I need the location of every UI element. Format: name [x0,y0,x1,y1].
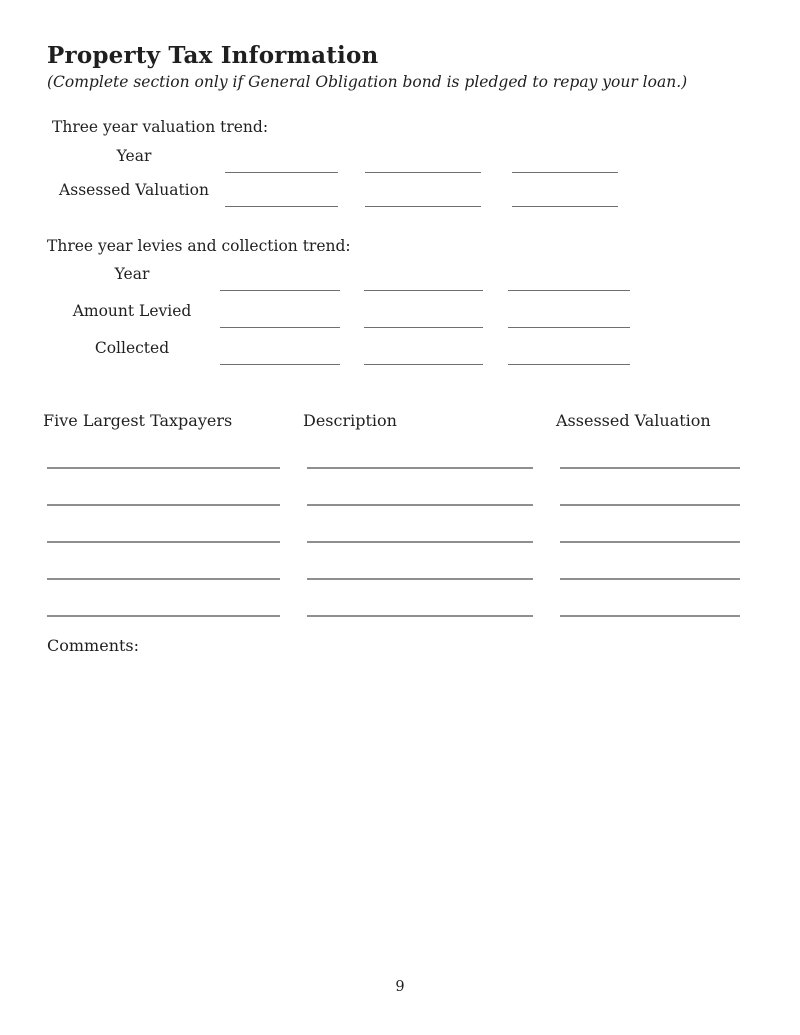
levies-year-row [47,256,630,291]
levies-trend-section [47,237,630,365]
levies-year-input-1[interactable] [220,270,340,291]
taxpayer-valuation-input-1[interactable] [560,447,740,469]
levies-collected-row [47,328,630,365]
taxpayer-name-input-1[interactable] [47,447,280,469]
taxpayer-row-3 [47,506,740,543]
taxpayer-description-input-2[interactable] [307,484,533,506]
levies-trend-heading: Three year levies and collection trend: [47,237,351,255]
taxpayer-valuation-input-4[interactable] [560,558,740,580]
levies-collected-input-3[interactable] [508,344,630,365]
levies-amount-label: Amount Levied [72,302,192,320]
valuation-assessed-label: Assessed Valuation [59,181,209,199]
taxpayers-name-header: Five Largest Taxpayers [43,411,233,430]
levies-collected-input-1[interactable] [220,344,340,365]
valuation-year-input-2[interactable] [365,152,481,173]
taxpayer-row-4 [47,543,740,580]
levies-year-input-2[interactable] [364,270,483,291]
valuation-assessed-input-2[interactable] [365,186,481,207]
levies-year-input-3[interactable] [508,270,630,291]
taxpayer-valuation-input-5[interactable] [560,595,740,617]
taxpayers-description-header: Description [303,411,397,430]
valuation-assessed-input-1[interactable] [225,186,338,207]
levies-amount-input-2[interactable] [364,307,483,328]
taxpayers-valuation-header: Assessed Valuation [556,411,711,430]
valuation-assessed-input-3[interactable] [512,186,618,207]
taxpayer-description-input-5[interactable] [307,595,533,617]
page-title: Property Tax Information [47,42,379,69]
taxpayer-row-1 [47,432,740,469]
valuation-year-input-3[interactable] [512,152,618,173]
valuation-year-row [47,137,618,173]
valuation-year-input-1[interactable] [225,152,338,173]
levies-year-label: Year [114,265,150,283]
taxpayer-name-input-5[interactable] [47,595,280,617]
taxpayer-description-input-3[interactable] [307,521,533,543]
valuation-year-label: Year [116,147,152,165]
levies-amount-input-1[interactable] [220,307,340,328]
taxpayer-row-2 [47,469,740,506]
taxpayer-valuation-input-2[interactable] [560,484,740,506]
valuation-assessed-row [47,173,618,207]
levies-collected-label: Collected [94,339,170,357]
taxpayer-name-input-4[interactable] [47,558,280,580]
comments-label: Comments: [47,636,140,655]
taxpayer-row-5 [47,580,740,617]
taxpayer-description-input-1[interactable] [307,447,533,469]
valuation-trend-heading: Three year valuation trend: [52,118,269,136]
valuation-trend-section [47,118,618,207]
levies-collected-input-2[interactable] [364,344,483,365]
taxpayer-name-input-3[interactable] [47,521,280,543]
taxpayers-section [43,411,740,617]
page-subtitle: (Complete section only if General Obligation bond is pledged to repay your loan.) [47,73,688,91]
taxpayers-header-row [43,411,740,430]
taxpayers-rows [47,432,740,617]
taxpayer-valuation-input-3[interactable] [560,521,740,543]
taxpayer-description-input-4[interactable] [307,558,533,580]
page-number: 9 [395,979,405,995]
levies-amount-row [47,291,630,328]
taxpayer-name-input-2[interactable] [47,484,280,506]
levies-amount-input-3[interactable] [508,307,630,328]
